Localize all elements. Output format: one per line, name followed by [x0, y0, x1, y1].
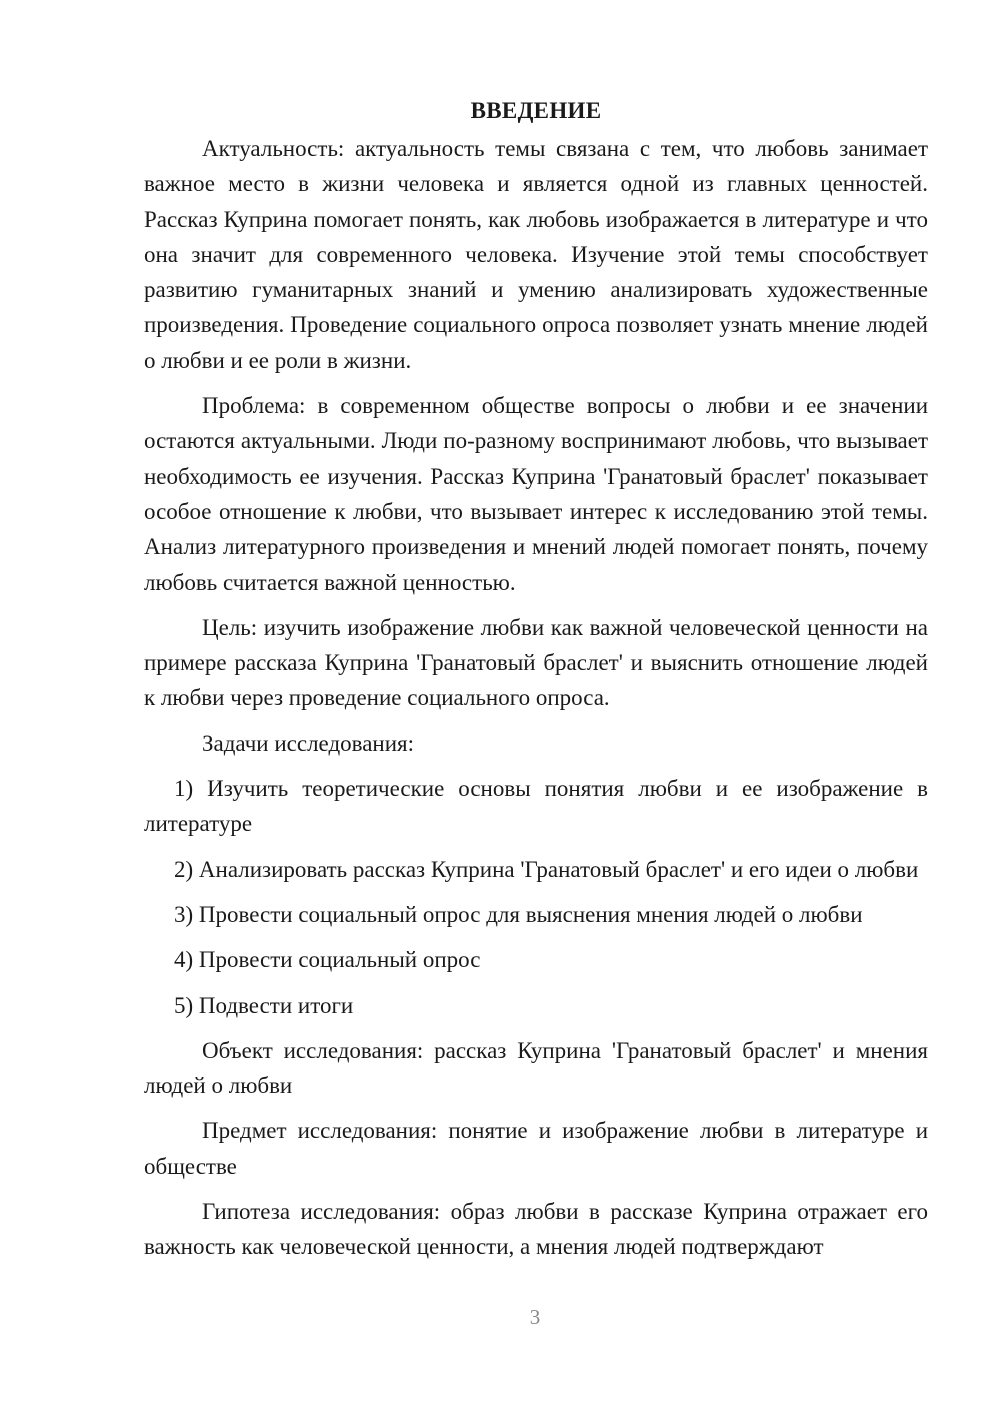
task-item-4: 4) Провести социальный опрос	[174, 947, 481, 973]
paragraph-problem: Проблема: в современном обществе вопросы о любви и ее значении остаются актуальными. Люди по-разному воспринимают любовь, что вызывает необходимость ее изучения. Рассказ Куприна 'Гранатовый браслет' показывает особое отношение к любви, что вызывает интерес к исследованию этой темы. Анализ литературного произведения и мнений людей помогает понять, почему любовь считается важной ценностью.	[144, 393, 928, 595]
paragraph-subject: Предмет исследования: понятие и изображение любви в литературе и обществе	[144, 1118, 928, 1179]
task-item-1: 1) Изучить теоретические основы понятия любви и ее изображение в литературе	[144, 776, 928, 837]
tasks-heading: Задачи исследования:	[202, 730, 415, 756]
task-item-2: 2) Анализировать рассказ Куприна 'Гранатовый браслет' и его идеи о любви	[174, 856, 919, 882]
task-item-3: 3) Провести социальный опрос для выяснения мнения людей о любви	[174, 901, 863, 927]
paragraph-object: Объект исследования: рассказ Куприна 'Гранатовый браслет' и мнения людей о любви	[144, 1037, 928, 1099]
page-number: 3	[529, 1305, 541, 1329]
section-title: ВВЕДЕНИЕ	[470, 98, 602, 123]
page-content	[144, 94, 928, 1275]
paragraph-relevance: Актуальность: актуальность темы связана с тем, что любовь занимает важное место в жизни человека и является одной из главных ценностей. Рассказ Куприна помогает понять, как любовь изображается в литературе и что она значит для современного человека. Изучение этой темы способствует развитию гуманитарных знаний и умению анализировать художественные произведения. Проведение социального опроса позволяет узнать мнение людей о любви и ее роли в жизни.	[144, 136, 928, 373]
paragraph-goal: Цель: изучить изображение любви как важной человеческой ценности на примере рассказа Куприна 'Гранатовый браслет' и выяснить отношение людей к любви через проведение социального опроса.	[144, 614, 928, 711]
task-item-5: 5) Подвести итоги	[174, 992, 354, 1018]
paragraph-hypothesis: Гипотеза исследования: образ любви в рассказе Куприна отражает его важность как человеческой ценности, а мнения людей подтверждают	[144, 1199, 928, 1260]
